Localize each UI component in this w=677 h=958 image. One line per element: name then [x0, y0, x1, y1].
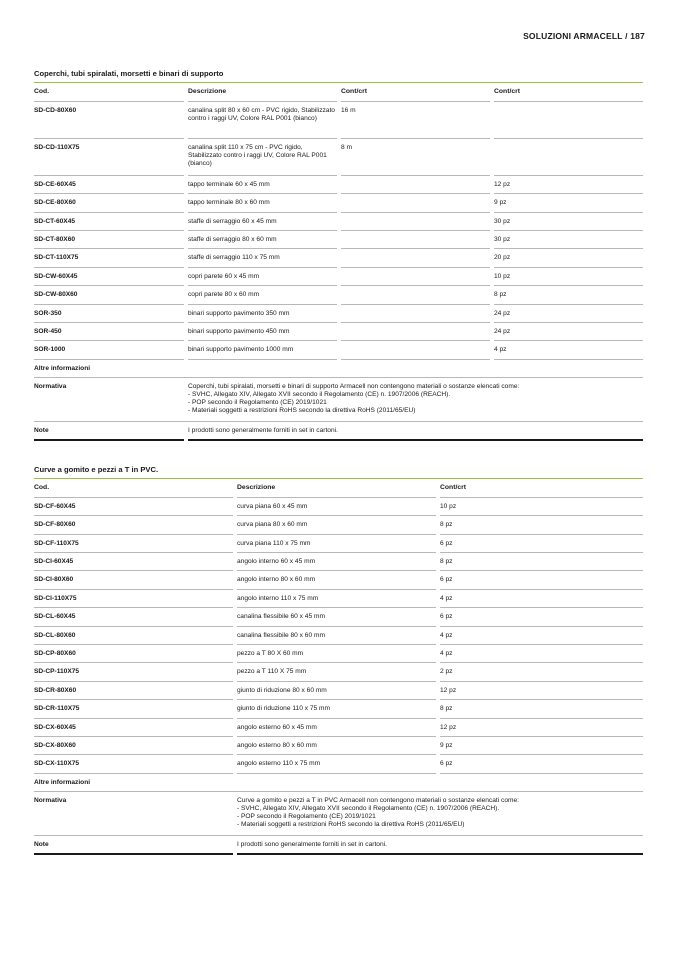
- product-qty-length: [341, 341, 490, 359]
- product-table: [34, 83, 643, 441]
- product-code: SD-CR-110X75: [34, 700, 233, 718]
- normativa-line: - POP secondo il Regolamento (CE) 2019/1021: [188, 399, 327, 407]
- product-description: tappo terminale 60 x 45 mm: [188, 175, 337, 193]
- product-qty-pieces: 8 pz: [494, 286, 643, 304]
- table-row: [34, 497, 643, 515]
- normativa-line: - SVHC, Allegato XIV, Allegato XVII secondo il Regolamento (CE) n. 1907/2006 (REACH).: [188, 391, 451, 399]
- product-code: SD-CF-80X60: [34, 516, 233, 534]
- product-code: SD-CF-60X45: [34, 497, 233, 515]
- product-code: SD-CI-80X60: [34, 571, 233, 589]
- product-code: SOR-450: [34, 323, 184, 341]
- info-row: [34, 359, 643, 377]
- normativa-text: [188, 378, 643, 422]
- normativa-label: Normativa: [34, 378, 184, 422]
- product-qty-length: [341, 286, 490, 304]
- table-row: [34, 138, 643, 175]
- product-description: copri parete 80 x 60 mm: [188, 286, 337, 304]
- product-qty-pieces: 9 pz: [494, 194, 643, 212]
- product-qty-length: [341, 194, 490, 212]
- product-qty: 4 pz: [440, 645, 643, 663]
- normativa-line: Coperchi, tubi spiralati, morsetti e binari di supporto Armacell non contengono materiali o sostanze elencati come:: [188, 383, 520, 391]
- table-row: [34, 101, 643, 138]
- note-label: Note: [34, 422, 184, 440]
- product-description: binari supporto pavimento 450 mm: [188, 323, 337, 341]
- table-row: [34, 645, 643, 663]
- product-description: angolo interno 110 x 75 mm: [237, 589, 436, 607]
- normativa-label: Normativa: [34, 792, 233, 836]
- normativa-line: - Materiali soggetti a restrizioni RoHS secondo la direttiva RoHS (2011/65/EU): [188, 407, 416, 415]
- product-description: pezzo a T 80 X 60 mm: [237, 645, 436, 663]
- product-qty: 4 pz: [440, 589, 643, 607]
- product-code: SD-CT-110X75: [34, 249, 184, 267]
- product-description: copri parete 60 x 45 mm: [188, 267, 337, 285]
- column-header-qty: Cont/crt: [341, 83, 490, 101]
- table-row: [34, 286, 643, 304]
- section-covers: [34, 69, 643, 441]
- product-description: staffe di serraggio 110 x 75 mm: [188, 249, 337, 267]
- product-description: angolo esterno 60 x 45 mm: [237, 718, 436, 736]
- info-label: Altre informazioni: [34, 359, 643, 377]
- product-code: SD-CL-80X60: [34, 626, 233, 644]
- table-row: [34, 231, 643, 249]
- product-description: canalina split 80 x 60 cm - PVC rigido, Stabilizzato contro i raggi UV, Colore RAL P001 (bianco): [188, 101, 337, 138]
- product-description: angolo interno 60 x 45 mm: [237, 553, 436, 571]
- product-description: staffe di serraggio 80 x 60 mm: [188, 231, 337, 249]
- product-code: SD-CF-110X75: [34, 534, 233, 552]
- product-code: SD-CP-80X60: [34, 645, 233, 663]
- product-code: SD-CT-80X60: [34, 231, 184, 249]
- product-description: angolo esterno 80 x 60 mm: [237, 736, 436, 754]
- column-header-qty: Cont/crt: [494, 83, 643, 101]
- product-qty-pieces: 24 pz: [494, 323, 643, 341]
- normativa-text: [237, 792, 643, 836]
- column-header-description: Descrizione: [188, 83, 337, 101]
- product-description: binari supporto pavimento 350 mm: [188, 304, 337, 322]
- table-row: [34, 516, 643, 534]
- product-description: curva piana 80 x 60 mm: [237, 516, 436, 534]
- column-header-description: Descrizione: [237, 479, 436, 497]
- product-qty-length: [341, 323, 490, 341]
- product-qty-length: [341, 267, 490, 285]
- normativa-line: Curve a gomito e pezzi a T in PVC Armacell non contengono materiali o sostanze elencati come:: [237, 797, 519, 805]
- product-code: SD-CW-60X45: [34, 267, 184, 285]
- product-qty-pieces: 30 pz: [494, 212, 643, 230]
- product-qty-pieces: 24 pz: [494, 304, 643, 322]
- normativa-row: [34, 378, 643, 422]
- product-description: giunto di riduzione 110 x 75 mm: [237, 700, 436, 718]
- product-description: giunto di riduzione 80 x 60 mm: [237, 681, 436, 699]
- product-description: angolo interno 80 x 60 mm: [237, 571, 436, 589]
- table-header-row: [34, 479, 643, 497]
- product-code: SD-CI-110X75: [34, 589, 233, 607]
- product-description: binari supporto pavimento 1000 mm: [188, 341, 337, 359]
- info-label: Altre informazioni: [34, 773, 643, 791]
- table-row: [34, 304, 643, 322]
- note-row: [34, 422, 643, 440]
- product-qty: 6 pz: [440, 571, 643, 589]
- table-row: [34, 755, 643, 773]
- product-qty-pieces: 20 pz: [494, 249, 643, 267]
- product-qty: 8 pz: [440, 553, 643, 571]
- product-description: canalina flessibile 80 x 60 mm: [237, 626, 436, 644]
- product-qty-pieces: 30 pz: [494, 231, 643, 249]
- product-qty: 8 pz: [440, 516, 643, 534]
- table-row: [34, 700, 643, 718]
- product-qty: 10 pz: [440, 497, 643, 515]
- table-row: [34, 212, 643, 230]
- product-code: SD-CI-60X45: [34, 553, 233, 571]
- product-qty: 4 pz: [440, 626, 643, 644]
- column-header-qty: Cont/crt: [440, 479, 643, 497]
- normativa-line: - POP secondo il Regolamento (CE) 2019/1021: [237, 813, 376, 821]
- table-row: [34, 589, 643, 607]
- product-qty: 8 pz: [440, 700, 643, 718]
- normativa-line: - SVHC, Allegato XIV, Allegato XVII secondo il Regolamento (CE) n. 1907/2006 (REACH).: [237, 805, 500, 813]
- column-header-code: Cod.: [34, 479, 233, 497]
- table-header-row: [34, 83, 643, 101]
- product-code: SD-CT-60X45: [34, 212, 184, 230]
- product-code: SD-CE-80X60: [34, 194, 184, 212]
- product-qty-pieces: [494, 138, 643, 175]
- product-qty-length: [341, 212, 490, 230]
- product-description: pezzo a T 110 X 75 mm: [237, 663, 436, 681]
- product-code: SD-CX-80X60: [34, 736, 233, 754]
- note-row: [34, 836, 643, 854]
- table-row: [34, 323, 643, 341]
- product-code: SOR-350: [34, 304, 184, 322]
- product-qty-length: 16 m: [341, 101, 490, 138]
- product-description: canalina split 110 x 75 cm - PVC rigido, Stabilizzato contro i raggi UV, Colore RAL P001 (bianco): [188, 138, 337, 175]
- note-text: I prodotti sono generalmente forniti in set in cartoni.: [237, 836, 643, 854]
- note-text: I prodotti sono generalmente forniti in set in cartoni.: [188, 422, 643, 440]
- table-row: [34, 681, 643, 699]
- product-table: [34, 479, 643, 855]
- table-row: [34, 175, 643, 193]
- product-code: SD-CL-60X45: [34, 608, 233, 626]
- product-code: SD-CW-80X60: [34, 286, 184, 304]
- section-title: Coperchi, tubi spiralati, morsetti e binari di supporto: [34, 69, 224, 78]
- table-row: [34, 736, 643, 754]
- product-qty-length: [341, 175, 490, 193]
- normativa-line: - Materiali soggetti a restrizioni RoHS secondo la direttiva RoHS (2011/65/EU): [237, 821, 465, 829]
- table-row: [34, 534, 643, 552]
- product-qty-length: [341, 231, 490, 249]
- section-title: Curve a gomito e pezzi a T in PVC.: [34, 465, 159, 474]
- table-row: [34, 571, 643, 589]
- product-code: SD-CD-110X75: [34, 138, 184, 175]
- product-qty-length: 8 m: [341, 138, 490, 175]
- product-qty-pieces: 12 pz: [494, 175, 643, 193]
- product-qty-pieces: 4 pz: [494, 341, 643, 359]
- table-row: [34, 194, 643, 212]
- section-elbows: [34, 465, 643, 855]
- product-qty: 9 pz: [440, 736, 643, 754]
- product-qty-pieces: [494, 101, 643, 138]
- table-row: [34, 626, 643, 644]
- product-code: SD-CP-110X75: [34, 663, 233, 681]
- product-qty-length: [341, 249, 490, 267]
- table-row: [34, 608, 643, 626]
- product-qty: 12 pz: [440, 718, 643, 736]
- page-header: SOLUZIONI ARMACELL / 187: [523, 31, 645, 41]
- product-qty: 12 pz: [440, 681, 643, 699]
- normativa-row: [34, 792, 643, 836]
- column-header-code: Cod.: [34, 83, 184, 101]
- product-code: SD-CE-60X45: [34, 175, 184, 193]
- product-description: angolo esterno 110 x 75 mm: [237, 755, 436, 773]
- product-description: staffe di serraggio 60 x 45 mm: [188, 212, 337, 230]
- table-row: [34, 341, 643, 359]
- table-row: [34, 553, 643, 571]
- product-description: canalina flessibile 60 x 45 mm: [237, 608, 436, 626]
- product-qty: 6 pz: [440, 608, 643, 626]
- product-description: curva piana 110 x 75 mm: [237, 534, 436, 552]
- product-qty: 6 pz: [440, 755, 643, 773]
- product-code: SD-CD-80X60: [34, 101, 184, 138]
- table-row: [34, 249, 643, 267]
- product-qty-pieces: 10 pz: [494, 267, 643, 285]
- product-qty: 6 pz: [440, 534, 643, 552]
- product-qty: 2 pz: [440, 663, 643, 681]
- table-row: [34, 718, 643, 736]
- product-code: SOR-1000: [34, 341, 184, 359]
- product-code: SD-CR-80X60: [34, 681, 233, 699]
- info-row: [34, 773, 643, 791]
- product-description: curva piana 60 x 45 mm: [237, 497, 436, 515]
- product-code: SD-CX-60X45: [34, 718, 233, 736]
- table-row: [34, 267, 643, 285]
- product-description: tappo terminale 80 x 60 mm: [188, 194, 337, 212]
- note-label: Note: [34, 836, 233, 854]
- product-qty-length: [341, 304, 490, 322]
- product-code: SD-CX-110X75: [34, 755, 233, 773]
- table-row: [34, 663, 643, 681]
